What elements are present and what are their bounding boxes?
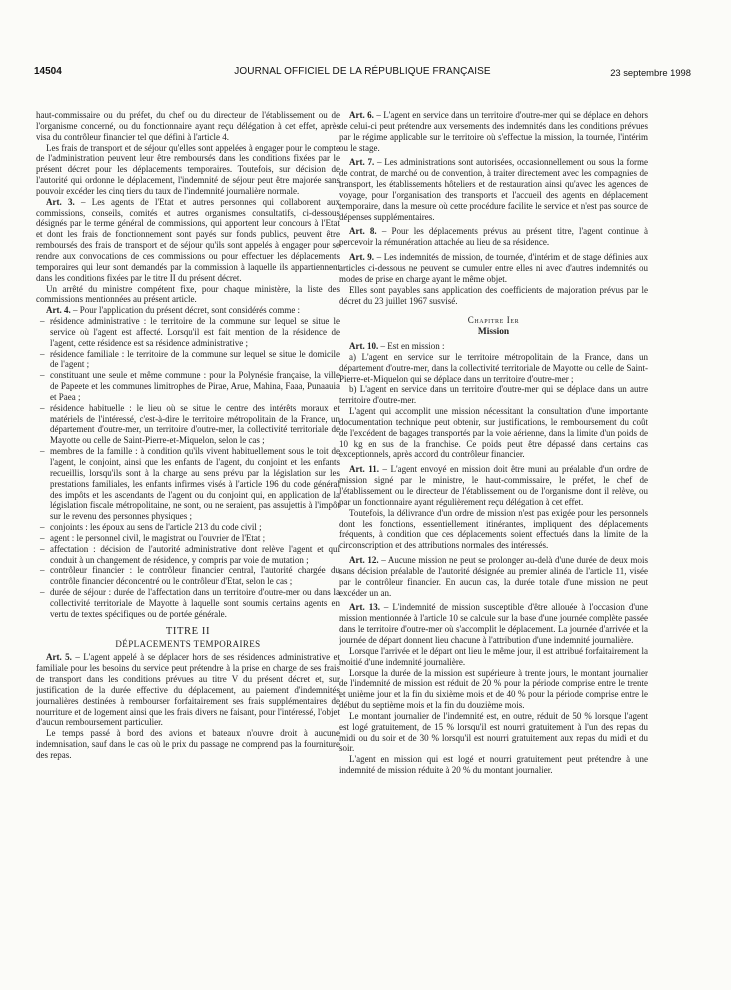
paragraph: L'agent qui accomplit une mission nécessitant la consultation d'une importante documentation technique peut obtenir, sur justifications, le remboursement du coût de l'excédent de bagages transportés par la voie aérienne, dans la limite d'un poids de 10 kg en sus de la franchise. Ce poids peut être dépassé dans certains cas exceptionnels, après accord du contrôleur financier. [339, 406, 648, 460]
right-column [339, 110, 648, 972]
title-heading: TITRE II [165, 625, 211, 637]
article-6 [339, 110, 648, 153]
article-text: – Les administrations sont autorisées, occasionnellement ou sous la forme de contrat, de marché ou de convention, à traiter directement avec les compagnies de transport, les établissements hôteliers et de restauration ainsi qu'avec les agences de voyage, pour l'organisation des transports et l'accueil des agents en déplacement temporaire, dans la mesure où cette procédure facilite le service et n'est pas source de dépenses supplémentaires. [339, 157, 648, 222]
article-text: – Les indemnités de mission, de tournée, d'intérim et de stage définies aux articles ci-dessous ne peuvent se cumuler entre elles ni avec d'autres indemnités ou modes de prise en charge ayant le même objet. [339, 252, 648, 284]
article-label: Art. 12. [349, 555, 379, 566]
paragraph: L'agent en mission qui est logé et nourri gratuitement peut prétendre à une indemnité de mission réduite à 20 % du montant journalier. [339, 754, 648, 776]
chapter-subheading: Mission [477, 327, 510, 338]
paragraph: Toutefois, la délivrance d'un ordre de mission n'est pas exigée pour les personnels dont les fonctions, essentiellement itinérantes, impliquent des déplacements fréquents, à condition que ces déplacements soient effectués dans la limite de la circonscription et des attributions normales des intéressés. [339, 507, 648, 551]
page-header [34, 66, 691, 82]
article-text: – L'agent envoyé en mission doit être muni au préalable d'un ordre de mission signé par le ministre, le haut-commissaire, le préfet, le chef de l'établissement ou le directeur de l'établissement ou de l'organisme dont il relève, ou par un fonctionnaire ayant régulièrement reçu délégation à cet effet. [339, 464, 648, 507]
article-label: Art. 3. [46, 196, 75, 207]
article-text: – Aucune mission ne peut se prolonger au-delà d'une durée de deux mois sans décision préalable de l'autorité désignée au premier alinéa de l'article 11, visée par le contrôleur financier. En aucun cas, la durée totale d'une mission ne peut excéder un an. [339, 555, 648, 598]
article-5 [36, 652, 340, 728]
list-item: – constituant une seule et même commune : pour la Polynésie française, la ville de Papeete et les communes limitrophes de Pirae, Arue, Mahina, Faaa, Punaauia et Paea ; [50, 370, 340, 403]
article-label: Art. 8. [349, 226, 377, 237]
article-label: Art. 11. [349, 464, 379, 475]
article-4 [36, 305, 340, 316]
chapter-heading: Chapitre Ier [467, 315, 520, 326]
article-label: Art. 9. [349, 252, 375, 263]
paragraph: Le montant journalier de l'indemnité est, en outre, réduit de 50 % lorsque l'agent est logé gratuitement, de 15 % lorsqu'il est nourri gratuitement à l'un des repas du midi ou du soir et de 30 % lorsqu'il est nourri gratuitement aux repas du midi et du soir. [339, 710, 648, 754]
list-item: – membres de la famille : à condition qu'ils vivent habituellement sous le toit de l'agent, le conjoint, ainsi que les enfants de l'agent, du conjoint et les enfants recueillis, lorsqu'ils sont à la charge au sens prévu par la législation sur les prestations familiales, les enfants infirmes visés à l'article 196 du code général des impôts et les ascendants de l'agent ou du conjoint qui, en application de la législation fiscale métropolitaine, ne sont, ou ne seraient, pas assujettis à l'impôt sur le revenu des personnes physiques ; [50, 446, 340, 522]
list-item: – agent : le personnel civil, le magistrat ou l'ouvrier de l'Etat ; [50, 533, 340, 544]
article-8 [339, 226, 648, 248]
list-item: – résidence habituelle : le lieu où se situe le centre des intérêts moraux et matériels de l'intéressé, c'est-à-dire le territoire métropolitain de la France, un département d'outre-mer, un territoire d'outre-mer, la collectivité territoriale de Mayotte ou celle de Saint-Pierre-et-Miquelon, selon le cas ; [50, 403, 340, 446]
article-text: – L'agent appelé à se déplacer hors de ses résidences administrative et familiale pour les besoins du service peut prétendre à la prise en charge de ses frais de transport dans les conditions prévues au titre V du présent décret et, sur justification de la durée effective du déplacement, au paiement d'indemnités journalières destinées à rembourser forfaitairement ses frais supplémentaires de nourriture et de logement ainsi que les frais divers ne faisant, pour l'intéressé, l'objet d'aucun remboursement particulier. [36, 652, 340, 728]
publication-date: 23 septembre 1998 [610, 67, 691, 78]
paragraph: haut-commissaire ou du préfet, du chef ou du directeur de l'établissement ou de l'organisme concerné, ou du fonctionnaire ayant reçu délégation à cet effet, après visa du contrôleur financier tel que défini à l'article 4. [36, 110, 340, 142]
article-12 [339, 555, 648, 598]
list-item: – durée de séjour : durée de l'affectation dans un territoire d'outre-mer ou dans la collectivité territoriale de Mayotte à laquelle sont soumis certains agents en vertu de textes spécifiques ou de portée générale. [50, 587, 340, 620]
title-subheading: DÉPLACEMENTS TEMPORAIRES [115, 638, 261, 649]
article-label: Art. 10. [349, 341, 379, 352]
article-label: Art. 13. [349, 602, 380, 613]
page-number: 14504 [34, 66, 62, 77]
list-item: – contrôleur financier : le contrôleur financier central, l'autorité chargée du contrôle financier déconcentré ou le contrôleur d'Etat, selon le cas ; [50, 565, 340, 587]
paragraph: a) L'agent en service sur le territoire métropolitain de la France, dans un département d'outre-mer, dans la collectivité territoriale de Mayotte ou celle de Saint-Pierre-et-Miquelon qui se déplace dans un territoire d'outre-mer ; [339, 351, 648, 384]
paragraph: b) L'agent en service dans un territoire d'outre-mer qui se déplace dans un autre territoire d'outre-mer. [339, 384, 648, 406]
article-text: – L'indemnité de mission susceptible d'être allouée à l'occasion d'une mission mentionnée à l'article 10 se calcule sur la base d'une journée complète passée dans le territoire d'outre-mer où s'accomplit le déplacement. La journée d'arrivée et la journée de départ donnent lieu chacune à l'attribution d'une indemnité journalière. [339, 602, 648, 645]
article-text: – Les agents de l'Etat et autres personnes qui collaborent aux commissions, conseils, comités et autres organismes consultatifs, ci-dessous désignés par le terme général de commissions, qui apportent leur concours à l'Etat et dont les frais de fonctionnement sont payés sur fonds publics, peuvent être remboursés des frais de transport et de séjour qu'ils sont appelés à engager pour se rendre aux convocations de ces commissions ou pour effectuer les déplacements temporaires qui leur sont demandés par la commission à laquelle ils appartiennent dans les conditions fixées par le titre II du présent décret. [36, 196, 340, 283]
article-7 [339, 157, 648, 222]
article-13 [339, 602, 648, 645]
article-text: – L'agent en service dans un territoire d'outre-mer qui se déplace en dehors de celui-ci peut prétendre aux versements des indemnités dans les conditions prévues par le régime applicable sur le territoire où s'effectue la mission, la tournée, l'intérim ou le stage. [339, 110, 648, 153]
paragraph: Un arrêté du ministre compétent fixe, pour chaque ministère, la liste des commissions mentionnées au présent article. [36, 283, 340, 305]
paragraph: Lorsque l'arrivée et le départ ont lieu le même jour, il est attribué forfaitairement la moitié d'une indemnité journalière. [339, 645, 648, 667]
article-11 [339, 464, 648, 507]
paragraph: Lorsque la durée de la mission est supérieure à trente jours, le montant journalier de l'indemnité de mission est réduit de 20 % pour la période comprise entre le trente et unième jour et la fin du sixième mois et de 40 % pour la période comprise entre le début du septième mois et la fin du douzième mois. [339, 667, 648, 711]
article-label: Art. 4. [46, 305, 71, 316]
paragraph: Elles sont payables sans application des coefficients de majoration prévus par le décret du 23 juillet 1967 susvisé. [339, 284, 648, 306]
paragraph: Le temps passé à bord des avions et bateaux n'ouvre droit à aucune indemnisation, sauf dans le cas où le prix du passage ne comprend pas la fourniture des repas. [36, 728, 340, 760]
list-item: – affectation : décision de l'autorité administrative dont relève l'agent et qui conduit à un changement de résidence, y compris par voie de mutation ; [50, 544, 340, 566]
left-column [36, 110, 340, 972]
list-item: – résidence administrative : le territoire de la commune sur lequel se situe le service où l'agent est affecté. Lorsqu'il est fait mention de la résidence de l'agent, cette résidence est sa résidence administrative ; [50, 316, 340, 349]
list-item: – résidence familiale : le territoire de la commune sur lequel se situe le domicile de l'agent ; [50, 349, 340, 371]
article-text: – Pour l'application du présent décret, sont considérés comme : [70, 305, 301, 316]
article-label: Art. 7. [349, 157, 375, 168]
list-item: – conjoints : les époux au sens de l'article 213 du code civil ; [50, 522, 340, 533]
article-text: – Est en mission : [378, 341, 445, 352]
article-9 [339, 252, 648, 285]
article-label: Art. 6. [349, 110, 374, 120]
journal-title: JOURNAL OFFICIEL DE LA RÉPUBLIQUE FRANÇAISE [234, 66, 491, 77]
article-text: – Pour les déplacements prévus au présent titre, l'agent continue à percevoir la rémunération attachée au lieu de sa résidence. [339, 226, 648, 248]
paragraph: Les frais de transport et de séjour qu'elles sont appelées à engager pour le compte de l'administration peuvent leur être remboursés dans les conditions fixées par le présent décret pour les déplacements temporaires. Toutefois, sur décision de l'autorité qui ordonne le déplacement, l'indemnité de séjour peut être majorée sans pouvoir excéder les cinq tiers du taux de l'indemnité journalière normale. [36, 142, 340, 196]
article-label: Art. 5. [46, 652, 72, 663]
definitions-list [36, 316, 340, 620]
article-3 [36, 197, 340, 284]
article-10 [339, 341, 648, 352]
